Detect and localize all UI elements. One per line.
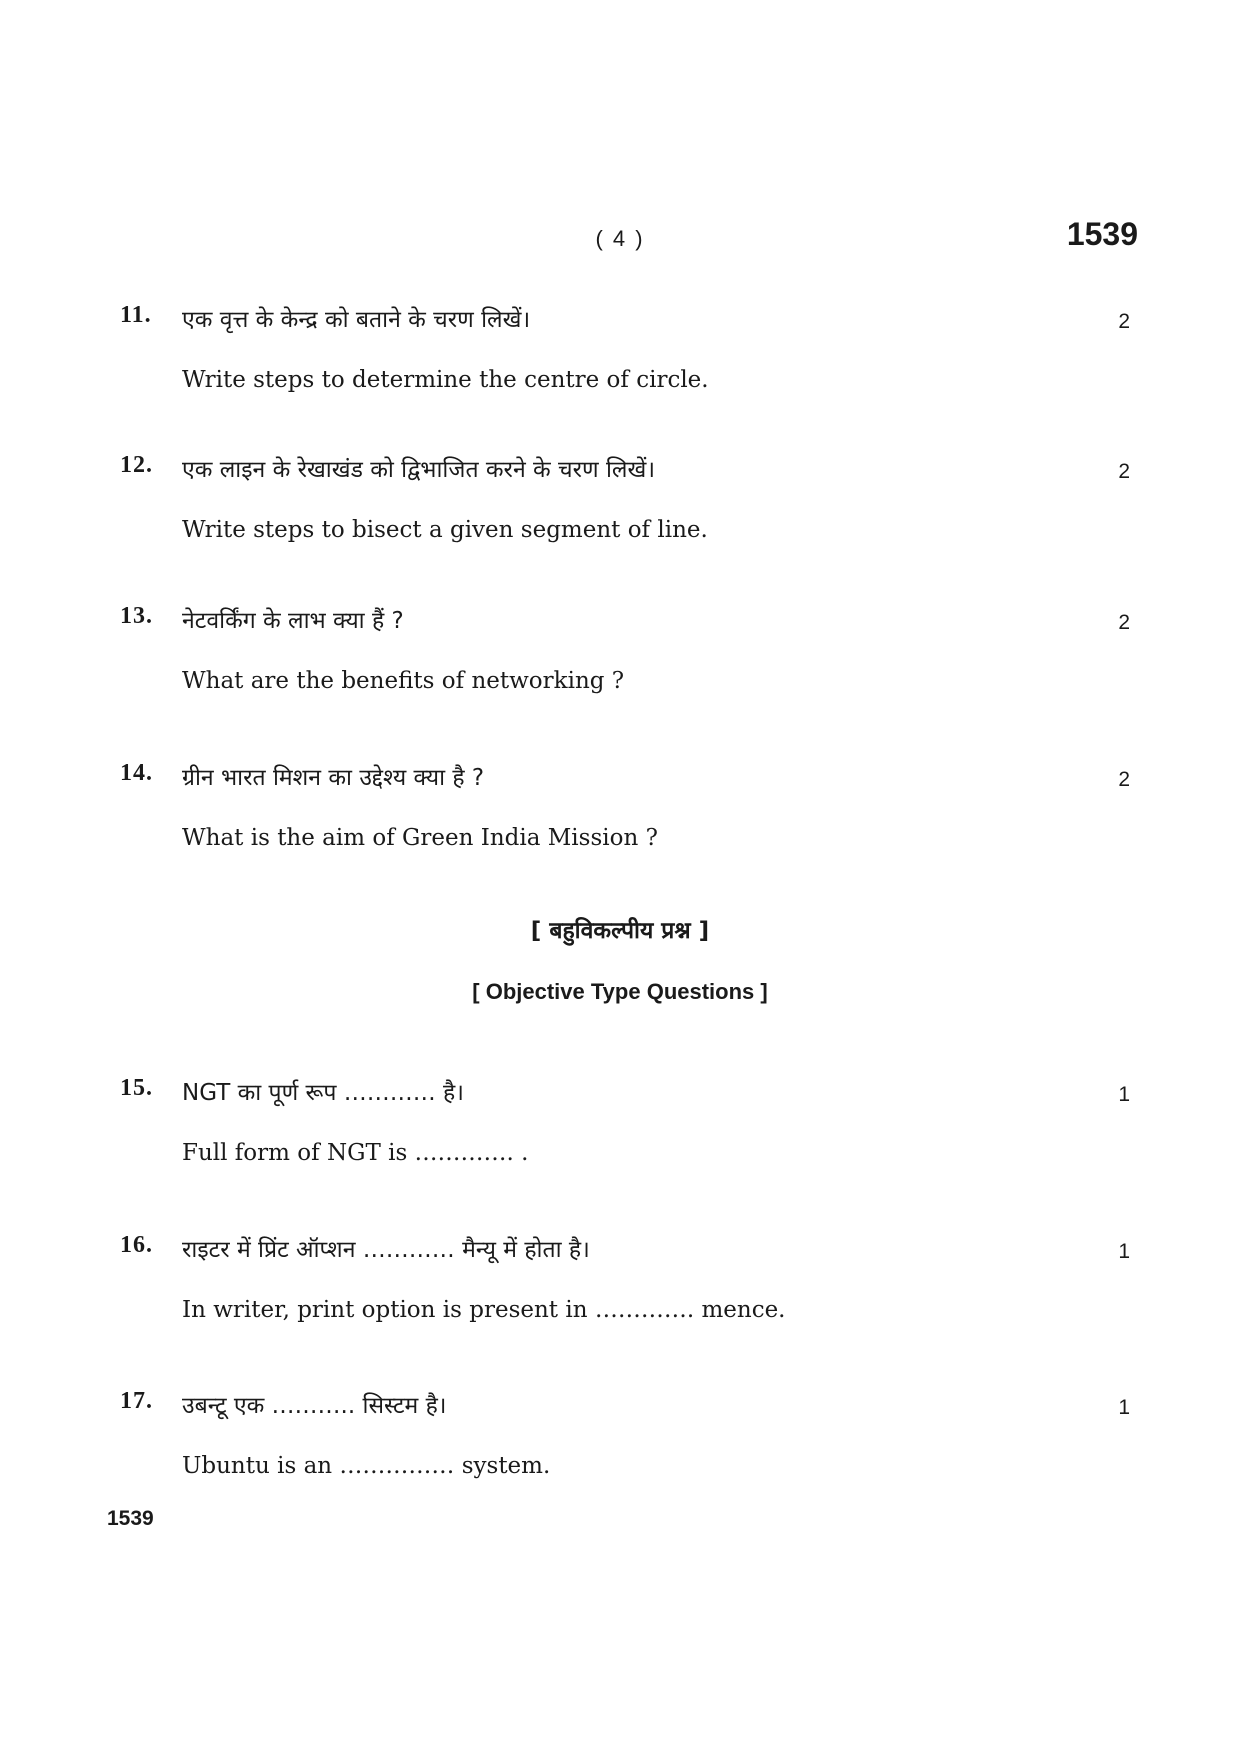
question-text-english: What is the aim of Green India Mission ?: [182, 825, 658, 851]
question-text-english: Write steps to bisect a given segment of line.: [182, 517, 708, 543]
question-text-english: In writer, print option is present in …………. mence.: [182, 1297, 786, 1323]
question-text-hindi: एक लाइन के रेखाखंड को द्विभाजित करने के चरण लिखें।: [182, 457, 656, 483]
question-marks: 1: [1118, 1240, 1130, 1263]
question-number: 15.: [120, 1075, 153, 1101]
question-number: 11.: [120, 302, 152, 328]
question-14: [0, 760, 1240, 880]
question-marks: 2: [1118, 768, 1130, 791]
question-16: [0, 1232, 1240, 1352]
question-text-hindi: नेटवर्किंग के लाभ क्या हैं ?: [182, 608, 404, 634]
question-text-hindi: NGT का पूर्ण रूप ………… है।: [182, 1080, 464, 1106]
question-marks: 2: [1118, 460, 1130, 483]
question-marks: 1: [1118, 1396, 1130, 1419]
question-marks: 2: [1118, 611, 1130, 634]
question-15: [0, 1075, 1240, 1195]
question-17: [0, 1388, 1240, 1508]
paper-code-footer: 1539: [107, 1507, 154, 1530]
question-marks: 1: [1118, 1083, 1130, 1106]
question-13: [0, 603, 1240, 723]
question-number: 13.: [120, 603, 153, 629]
question-text-english: Write steps to determine the centre of circle.: [182, 367, 709, 393]
question-text-english: Ubuntu is an …………… system.: [182, 1453, 551, 1479]
section-heading-english: [ Objective Type Questions ]: [472, 979, 768, 1004]
question-marks: 2: [1118, 310, 1130, 333]
question-text-hindi: एक वृत्त के केन्द्र को बताने के चरण लिखें।: [182, 307, 531, 333]
page-number: ( 4 ): [595, 226, 645, 251]
question-number: 16.: [120, 1232, 153, 1258]
question-number: 12.: [120, 452, 153, 478]
paper-code-header: 1539: [1066, 216, 1138, 252]
question-number: 14.: [120, 760, 153, 786]
question-11: [0, 302, 1240, 422]
question-text-hindi: ग्रीन भारत मिशन का उद्देश्य क्या है ?: [182, 765, 485, 791]
question-text-english: What are the benefits of networking ?: [182, 668, 625, 694]
question-text-hindi: उबन्टू एक ……….. सिस्टम है।: [182, 1393, 447, 1419]
question-text-hindi: राइटर में प्रिंट ऑप्शन ………… मैन्यू में होता है।: [182, 1237, 590, 1263]
question-number: 17.: [120, 1388, 153, 1414]
section-heading-hindi: [ बहुविकल्पीय प्रश्न ]: [530, 918, 710, 944]
question-12: [0, 452, 1240, 572]
question-text-english: Full form of NGT is …………. .: [182, 1140, 529, 1166]
